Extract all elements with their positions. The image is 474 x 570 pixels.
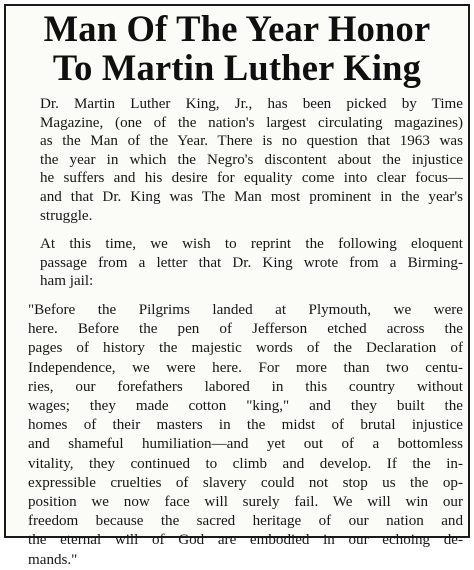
text-line: he suffers and his desire for equality come into clear focus—: [40, 170, 463, 187]
text-line: ham jail:: [40, 273, 94, 290]
text-line: At this time, we wish to reprint the following eloquent: [40, 236, 463, 253]
text-line: and that Dr. King was The Man most prominent in the year's: [40, 188, 463, 205]
text-line: here. Before the pen of Jefferson etched across the: [28, 321, 463, 338]
text-line: Dr. Martin Luther King, Jr., has been picked by Time: [40, 96, 463, 112]
text-line: and shameful humiliation—and yet out of a bottomless: [28, 436, 463, 453]
headline-line-1: Man Of The Year Honor: [43, 8, 431, 49]
text-line: pages of history the majestic words of the Declaration of: [28, 340, 463, 357]
text-line: freedom because the sacred heritage of our nation and: [28, 513, 463, 530]
text-line: as the Man of the Year. There is no question that 1963 was: [40, 133, 463, 150]
text-line: expressible cruelties of slavery could not stop us the op-: [28, 474, 463, 491]
text-line: Magazine, (one of the nation's largest circulating magazines): [40, 114, 463, 131]
text-line: position we now face will surely fail. We will win our: [28, 493, 463, 510]
headline-line-2: To Martin Luther King: [52, 47, 422, 88]
text-line: struggle.: [40, 207, 93, 224]
paragraph-quotation: [10, 301, 463, 570]
headline: [6, 9, 468, 87]
text-line: mands.": [28, 551, 78, 568]
text-line: wages; they made cotton "king," and they built the: [28, 397, 463, 414]
text-line: homes of their masters in the midst of brutal injustice: [28, 417, 463, 434]
text-line: Independence, we were here. For more than two centu-: [28, 359, 463, 376]
text-line: the year in which the Negro's discontent about the injustice: [40, 151, 463, 168]
paragraph-intro: [10, 235, 463, 291]
text-line: "Before the Pilgrims landed at Plymouth, we were: [28, 301, 463, 318]
text-line: the eternal will of God are embodied in our echoing de-: [28, 532, 463, 549]
text-line: ries, our forefathers labored in this country without: [28, 378, 463, 395]
newspaper-clipping: [4, 4, 470, 568]
text-line: vitality, they continued to climb and develop. If the in-: [28, 455, 463, 472]
text-line: passage from a letter that Dr. King wrote from a Birming-: [40, 254, 463, 271]
paragraph-announcement: [10, 95, 463, 225]
article-body: [6, 95, 468, 570]
